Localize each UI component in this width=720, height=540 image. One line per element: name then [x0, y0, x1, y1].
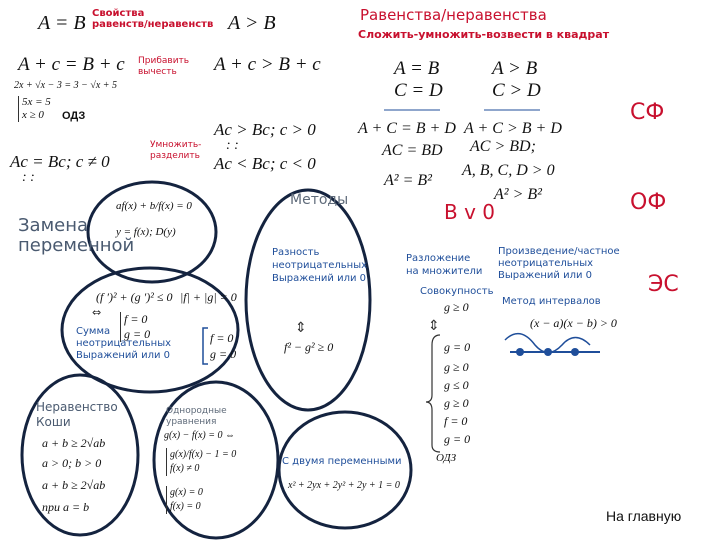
sum-sys-2: f = 0 g = 0: [210, 331, 237, 361]
union-line-6: g = 0: [444, 432, 471, 446]
cauchy-2: a > 0; b > 0: [42, 456, 102, 470]
abs-expr-1: (f ′)² + (g ′)² ≤ 0: [96, 290, 173, 304]
interval-expr: (x − a)(x − b) > 0: [530, 316, 617, 330]
system-example: 5x = 5 x ≥ 0: [18, 96, 51, 122]
page-subtitle: Сложить-умножить-возвести в квадрат: [358, 28, 610, 41]
cauchy-3: a + b ≥ 2√ab: [42, 478, 106, 492]
home-link[interactable]: На главную: [606, 508, 682, 524]
union-line-0: g ≥ 0: [444, 300, 469, 314]
mul-label: Умножить- разделить: [150, 140, 202, 161]
sq-ineq: A² > B²: [494, 186, 542, 203]
mul-colon-2: : :: [22, 170, 35, 185]
sq-eq: A² = B²: [384, 172, 432, 189]
union-label: Совокупность: [420, 286, 494, 297]
homog-sys-2: g(x) = 0 f(x) = 0: [166, 486, 203, 514]
add-eq: A + c = B + c: [18, 54, 125, 75]
svg-text:⇕: ⇕: [428, 318, 440, 334]
root-example: 2x + √x − 3 = 3 − √x + 5: [14, 80, 118, 91]
es-label: ЭС: [648, 272, 679, 297]
pos-cond: A, B, C, D > 0: [462, 162, 555, 179]
cauchy-label: Неравенство Коши: [36, 400, 118, 429]
union-line-1: g = 0: [444, 340, 471, 354]
sys-2: A > B C > D: [492, 58, 541, 101]
of-label: ОФ: [630, 190, 667, 215]
methods-label: Методы: [290, 192, 349, 208]
odz-bottom: ОДЗ: [436, 452, 457, 464]
factor-label: Разложение на множители: [406, 253, 483, 277]
subst-f1: af(x) + b/f(x) = 0: [116, 200, 192, 212]
diff-label: Разность неотрицательных Выражений или 0: [272, 247, 368, 284]
eq-left: A = B: [38, 12, 86, 34]
mul-ineq-1: Ac > Bc; c > 0: [214, 120, 316, 139]
substitution-label: Замена переменной: [18, 215, 135, 256]
sum-eq: A + C = B + D: [358, 120, 456, 137]
mul-ineq-2: Ac < Bc; c < 0: [214, 154, 316, 173]
props-label: Свойства равенств/неравенств: [92, 8, 214, 30]
bv0-label: B v 0: [444, 200, 495, 224]
svg-text:⇔: ⇔: [92, 306, 102, 319]
two-vars-label: С двумя переменными: [282, 456, 402, 467]
two-vars-ellipse: [279, 412, 411, 528]
page-title: Равенства/неравенства: [360, 6, 547, 24]
abs-expr-2: |f| + |g| = 0: [180, 290, 237, 304]
interval-label: Метод интервалов: [502, 296, 601, 307]
svg-text:⇕: ⇕: [295, 320, 307, 336]
sum-label: Сумма неотрицательных Выражений или 0: [76, 326, 172, 361]
union-line-2: g ≥ 0: [444, 360, 469, 374]
product-quot-label: Произведение/частное неотрицательных Выражений или 0: [498, 246, 620, 281]
two-vars-expr: x² + 2yx + 2y² + 2y + 1 = 0: [288, 480, 400, 491]
homog-label: Однородные уравнения: [166, 406, 227, 427]
union-line-5: f = 0: [444, 414, 468, 428]
ineq-right: A > B: [228, 12, 276, 34]
cauchy-1: a + b ≥ 2√ab: [42, 436, 106, 450]
mul-colon: : :: [226, 138, 239, 153]
homog-sys-1: g(x)/f(x) − 1 = 0 f(x) ≠ 0: [166, 448, 236, 476]
sum-ineq: A + C > B + D: [464, 120, 562, 137]
homog-1: g(x) − f(x) = 0 ⇔: [164, 430, 235, 441]
union-line-3: g ≤ 0: [444, 378, 469, 392]
prod-ineq: AC > BD;: [470, 138, 536, 155]
add-ineq: A + c > B + c: [214, 54, 321, 75]
union-line-4: g ≥ 0: [444, 396, 469, 410]
prod-eq: AC = BD: [382, 142, 443, 159]
odz-label: ОДЗ: [62, 110, 86, 122]
sf-label: СФ: [630, 100, 665, 125]
mul-eq: Ac = Bc; c ≠ 0: [10, 152, 110, 171]
difference-ellipse: [246, 190, 370, 410]
add-label: Прибавить вычесть: [138, 56, 190, 77]
subst-f2: y = f(x); D(y): [116, 226, 176, 238]
diff-expr: f² − g² ≥ 0: [284, 340, 334, 354]
sum-sys: f = 0 g = 0: [120, 312, 150, 342]
sys-1: A = B C = D: [394, 58, 443, 101]
cauchy-4: при a = b: [42, 500, 90, 514]
